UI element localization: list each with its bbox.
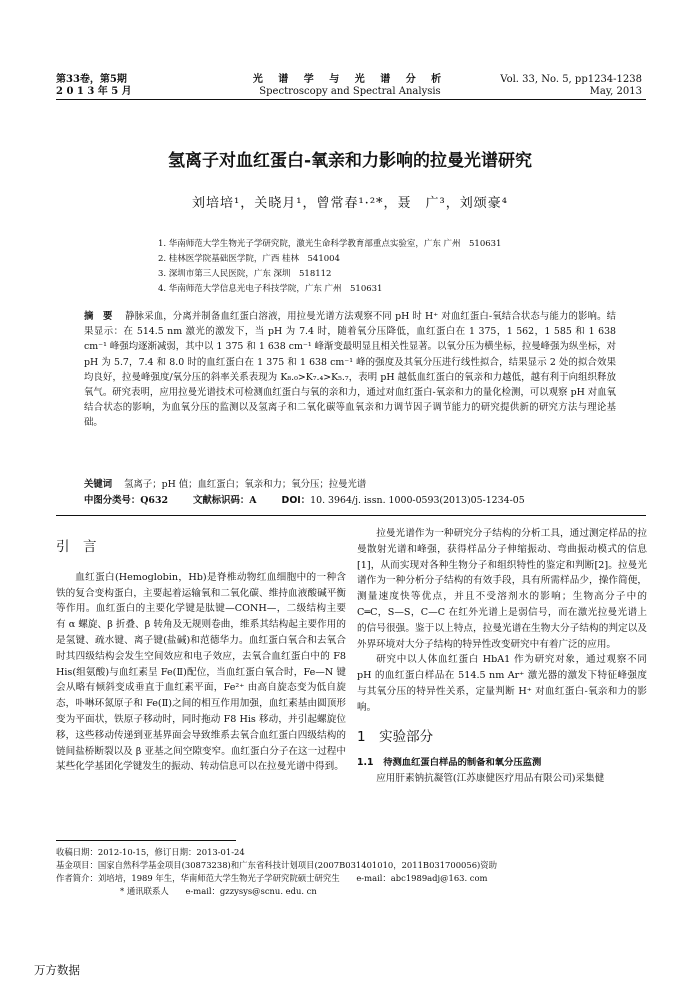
volume-en: Vol. 33, No. 5, pp1234-1238	[500, 74, 642, 85]
abstract-text: 静脉采血，分离并制备血红蛋白溶液，用拉曼光谱方法观察不同 pH 时 H⁺ 对血红蛋白-氧结合状态与能力的影响。结果显示：在 514.5 nm 激光的激发下，当 pH 为 7.4 时，随着氧分压降低，血红蛋白在 1 375，1 562，1 585 和 1 638 cm⁻¹ 峰强均逐渐减弱，其中以 1 375 和 1 638 cm⁻¹ 峰渐变最明显且相关性显著。以氧分压为横坐标，拉曼峰强为纵坐标，对 pH 为 5.7，7.4 和 8.0 时的血红蛋白在 1 375 和 1 638 cm⁻¹ 峰的强度及其氧分压进行线性拟合，结果显示 2 处的拟合效果均良好，拉曼峰强度/氧分压的斜率关系表现为 K₈.₀>K₇.₄>K₅.₇，表明 pH 越低血红蛋白的氧亲和力越低，越有利于向组织释放氧气。研究表明，应用拉曼光谱技术可检测血红蛋白与氧的亲和力，通过对血红蛋白-氧亲和力的量化检测，可以观察 pH 对血氧结合状态的影响，为血氧分压的监测以及氢离子和二氧化碳等血氧亲和力调节因子调节能力的研究提供新的研究方法与理论基础。	[84, 311, 616, 429]
intro-paragraph-1: 血红蛋白(Hemoglobin，Hb)是脊椎动物红血细胞中的一种含铁的复合变构蛋白，主要起着运输氧和二氧化碳、维持血液酸碱平衡等作用。血红蛋白的主要化学键是肽键—CONH—，二级结构主要有 α 螺旋、β 折叠、β 转角及无规则卷曲，维系其结构起主要作用的是氢键、疏水键、离子键(盐碱)和范德华力。血红蛋白氧合和去氧合时其四级结构会发生空间效应和电子效应，去氧合血红蛋白中的 F8 His(组氨酸)与血红素呈 Fe(Ⅱ)配位，当血红蛋白氧合时，Fe—N 键会从略有倾斜变成垂直于血红素平面，Fe²⁺ 由高自旋态变为低自旋态，卟啉环氮原子和 Fe(Ⅱ)之间的相互作用加强，血红素基由圆顶形变为平面状，铁原子移动时，同时拖动 F8 His 移动，并引起螺旋位移，这些移动传递到亚基界面会导致维系去氧合血红蛋白四级结构的链间盐桥断裂以及 β 亚基之间空隙变窄。血红蛋白分子在这一过程中某些化学基团化学键发生的振动、转动信息可以在拉曼光谱中得到。	[56, 571, 346, 773]
footnotes	[56, 846, 656, 898]
intro-paragraph-3: 研究中以人体血红蛋白 HbA1 作为研究对象，通过观察不同 pH 的血红蛋白样品在 514.5 nm Ar⁺ 激光器的激发下特征峰强度与其氧分压的特异性关系，定量判断 H⁺ 对血红蛋白-氧亲和力的影响。	[357, 654, 647, 713]
wanfang-watermark: 万方数据	[34, 963, 80, 977]
doi: DOI：10. 3964/j. issn. 1000-0593(2013)05-1234-05	[281, 495, 525, 506]
intro-paragraph-2: 拉曼光谱作为一种研究分子结构的分析工具，通过测定样品的拉曼散射光谱和峰强，获得样品分子伸缩振动、弯曲振动模式的信息[1]，从而实现对各种生物分子和组织特性的鉴定和判断[2]。拉曼光谱作为一种分析分子结构的有效手段，具有所需样品少，操作简便，测量速度快等优点，并且不受溶剂水的影响；生物高分子中的 C═C，S—S，C—C 在红外光谱上是弱信号，而在激光拉曼光谱上的信号很强。鉴于以上特点，拉曼光谱在生物大分子结构的判定以及外界环境对大分子结构的特异性改变研究中有着广泛的应用。	[357, 528, 647, 650]
received-date: 收稿日期：2012-10-15，修订日期：2013-01-24	[56, 847, 245, 857]
subsection-number: 1.1	[357, 757, 374, 769]
date-en: May, 2013	[589, 86, 642, 97]
affiliation-3: 3. 深圳市第三人民医院，广东 深圳 518112	[158, 269, 332, 279]
author-bio: 作者简介：刘培培，1989 年生，华南师范大学生物光子学研究院硕士研究生 e-mail：abc1989adj@163. com	[56, 873, 488, 883]
date-cn: 2 0 1 3 年 5 月	[56, 86, 132, 97]
footnote-rule	[56, 840, 236, 841]
intro-heading: 引 言	[56, 539, 97, 555]
right-column	[357, 526, 647, 787]
clc: 中图分类号：Q632	[84, 495, 169, 506]
journal-name-cn: 光 谱 学 与 光 谱 分 析	[252, 74, 448, 85]
subsection-1-1	[357, 755, 647, 771]
section-1-text: 应用肝素钠抗凝管(江苏康健医疗用品有限公司)采集健	[376, 773, 605, 785]
keywords	[84, 477, 624, 492]
keywords-label: 关键词	[84, 479, 113, 490]
keywords-text: 氢离子；pH 值；血红蛋白；氧亲和力；氧分压；拉曼光谱	[124, 479, 367, 490]
author-list: 刘培培¹，关晓月¹，曾常春¹·²*，聂 广³，刘颂豪⁴	[192, 196, 508, 211]
abstract	[84, 309, 616, 431]
fund-info: 基金项目：国家自然科学基金项目(30873238)和广东省科技计划项目(2007B031401010，2011B031700056)资助	[56, 860, 498, 870]
section-1-heading: 1 实验部分	[357, 728, 434, 745]
left-column	[56, 540, 346, 775]
abstract-label: 摘 要	[84, 311, 113, 322]
volume-cn: 第33卷，第5期	[56, 74, 127, 85]
affiliation-4: 4. 华南师范大学信息光电子科技学院，广东 广州 510631	[158, 284, 383, 294]
document-code: 文献标识码：A	[193, 495, 257, 506]
affiliation-1: 1. 华南师范大学生物光子学研究院，激光生命科学教育部重点实验室，广东 广州 510631	[158, 239, 502, 249]
classification-line	[84, 493, 624, 508]
subsection-title: 待测血红蛋白样品的制备和氧分压监测	[383, 757, 542, 769]
affiliation-list	[158, 237, 501, 297]
abstract-rule	[56, 515, 646, 516]
affiliation-2: 2. 桂林医学院基础医学院，广西 桂林 541004	[158, 254, 340, 264]
paper-title: 氢离子对血红蛋白-氧亲和力影响的拉曼光谱研究	[167, 151, 533, 171]
header-rule	[56, 99, 646, 100]
issue-info-en	[500, 74, 642, 98]
journal-name-en: Spectroscopy and Spectral Analysis	[259, 86, 441, 97]
corresponding-author: * 通讯联系人 e-mail：gzzysys@scnu. edu. cn	[120, 886, 317, 896]
